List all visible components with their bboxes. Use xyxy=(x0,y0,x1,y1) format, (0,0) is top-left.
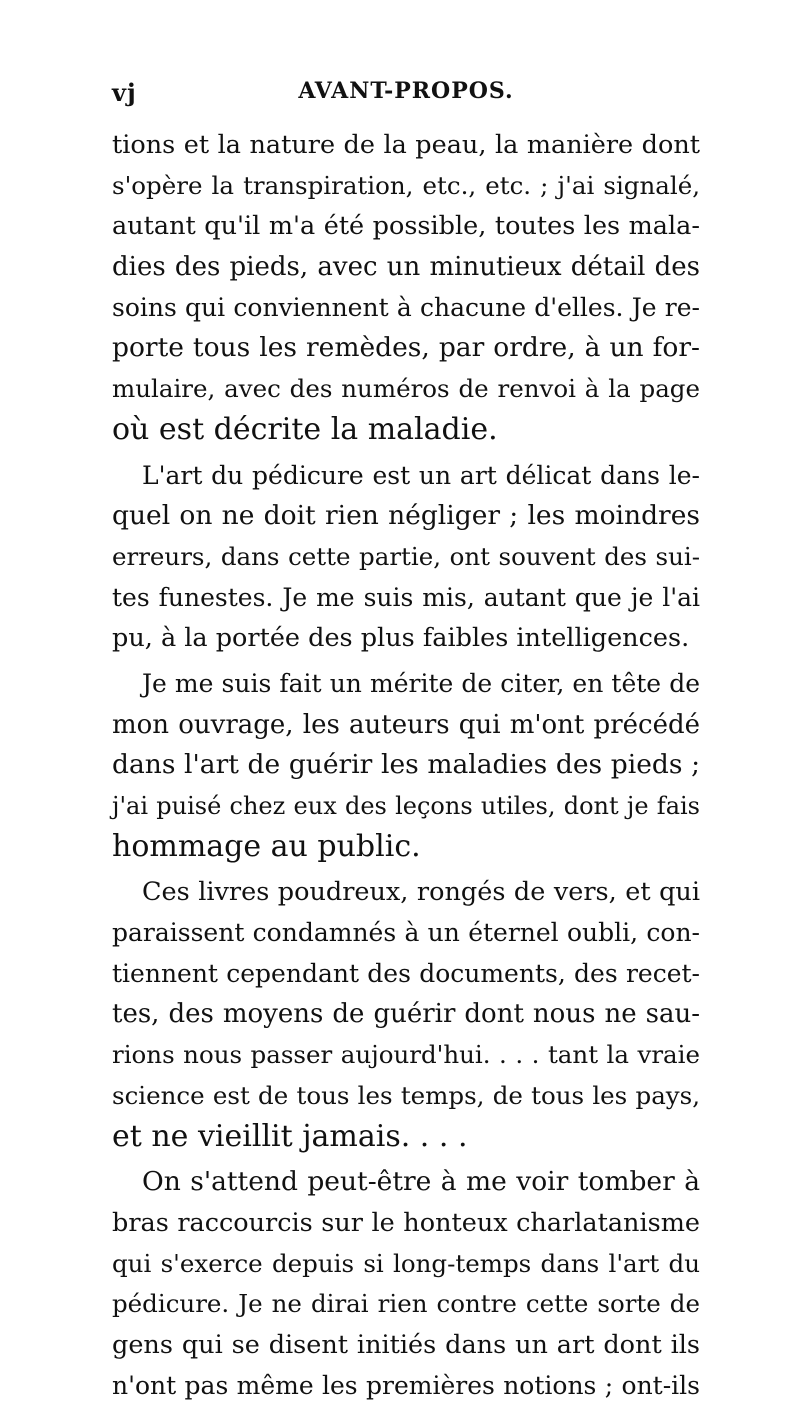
paragraph-5 xyxy=(112,1162,700,1406)
text-line: paraissent condamnés à un éternel oubli, con- xyxy=(112,918,700,948)
paragraph-1 xyxy=(112,125,700,451)
text-line: L'art du pédicure est un art délicat dans le- xyxy=(142,460,700,490)
text-line: mon ouvrage, les auteurs qui m'ont précédé xyxy=(112,709,700,740)
text-line: mulaire, avec des numéros de renvoi à la page xyxy=(112,374,700,404)
text-line: tions et la nature de la peau, la manière dont xyxy=(112,130,700,160)
text-line: tiennent cependant des documents, des recet- xyxy=(112,958,700,988)
text-line: tes, des moyens de guérir dont nous ne sau- xyxy=(112,999,700,1030)
text-line: j'ai puisé chez eux des leçons utiles, dont je fais xyxy=(112,792,700,820)
page-header xyxy=(112,78,700,112)
paragraph-2 xyxy=(112,456,700,659)
text-line: porte tous les remèdes, par ordre, à un for- xyxy=(112,332,700,364)
text-line: autant qu'il m'a été possible, toutes les mala- xyxy=(112,211,700,242)
page-number: vj xyxy=(112,78,137,107)
text-line: rions nous passer aujourd'hui. . . . tant la vraie xyxy=(112,1040,700,1070)
text-line: Je me suis fait un mérite de citer, en tête de xyxy=(142,668,700,698)
text-line: On s'attend peut-être à me voir tomber à xyxy=(142,1166,700,1198)
text-line: n'ont pas même les premières notions ; ont-ils xyxy=(112,1370,700,1400)
running-title: AVANT-PROPOS. xyxy=(298,78,514,104)
text-line: Ces livres poudreux, rongés de vers, et qui xyxy=(142,877,700,908)
text-line: soins qui conviennent à chacune d'elles. Je re- xyxy=(112,292,700,322)
text-line: quel on ne doit rien négliger ; les moindres xyxy=(112,500,700,532)
paragraph-3 xyxy=(112,664,700,867)
text-line: où est décrite la maladie. xyxy=(112,411,498,447)
text-line: dies des pieds, avec un minutieux détail des xyxy=(112,252,700,283)
text-line: tes funestes. Je me suis mis, autant que je l'ai xyxy=(112,582,700,612)
text-line: s'opère la transpiration, etc., etc. ; j'ai signalé, xyxy=(112,170,700,200)
text-line: et ne vieillit jamais. . . . xyxy=(112,1118,468,1154)
text-line: dans l'art de guérir les maladies des pieds ; xyxy=(112,749,700,781)
text-line: hommage au public. xyxy=(112,828,421,864)
text-line: pédicure. Je ne dirai rien contre cette sorte de xyxy=(112,1289,700,1319)
text-line: bras raccourcis sur le honteux charlatanisme xyxy=(112,1207,700,1238)
paragraph-4 xyxy=(112,872,700,1157)
text-line: gens qui se disent initiés dans un art dont ils xyxy=(112,1329,700,1360)
text-line: qui s'exerce depuis si long-temps dans l'art du xyxy=(112,1248,700,1278)
text-line: erreurs, dans cette partie, ont souvent des sui- xyxy=(112,541,700,571)
body-text xyxy=(112,125,700,1406)
text-line: science est de tous les temps, de tous les pays, xyxy=(112,1080,700,1110)
text-line: pu, à la portée des plus faibles intelligences. xyxy=(112,623,690,654)
